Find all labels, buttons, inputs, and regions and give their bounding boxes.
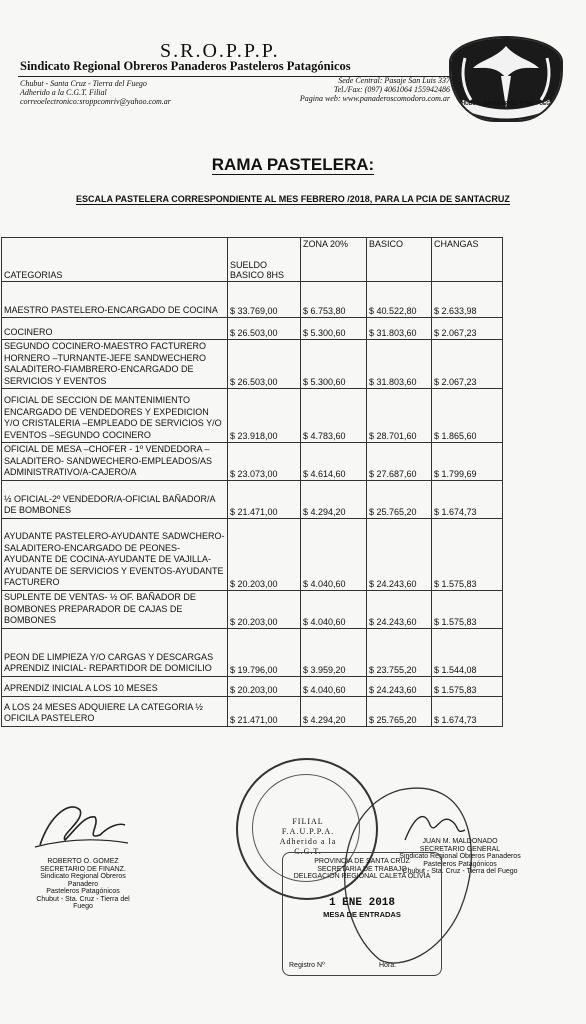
receipt-stamp-line2: SECRETARIA DE TRABAJO (317, 865, 407, 873)
header-left-line3: correoelectronico:sroppcomriv@yahoo.com.ar (20, 97, 171, 106)
header-right-line1: Sede Central: Pasaje San Luis 337 (338, 76, 450, 85)
zona-cell: $ 3.959,20 (301, 628, 367, 676)
basico-cell: $ 25.765,20 (367, 480, 432, 518)
union-logo (449, 36, 563, 122)
table-row (2, 318, 503, 340)
sueldo-cell: $ 26.503,00 (228, 318, 301, 340)
header-left-info (20, 79, 171, 106)
section-title-text: RAMA PASTELERA: (211, 155, 375, 174)
table-row (2, 389, 503, 443)
union-acronym: S.R.O.P.P.P. (160, 40, 280, 62)
basico-cell: $ 31.803,60 (367, 340, 432, 389)
logo-text: CHUBUT - SANTA CRUZ - T. DEL FUEGO (457, 101, 555, 107)
category-cell: OFICIAL DE SECCION DE MANTENIMIENTO ENCARGADO DE VENDEDORES Y EXPEDICION Y/O CRISTALERIA –EMPLEADO DE SERVICIOS Y/O EVENTOS –SEGUNDO COCINERO (2, 389, 228, 443)
table-row (2, 696, 503, 726)
category-cell: APRENDIZ INICIAL A LOS 10 MESES (2, 676, 228, 696)
changas-cell: $ 1.799,69 (432, 443, 503, 481)
category-cell: SUPLENTE DE VENTAS- ½ OF. BAÑADOR DE BOMBONES PREPARADOR DE CAJAS DE BOMBONES (2, 590, 228, 628)
round-stamp-line4: C.G.T. (294, 847, 322, 856)
signature-left-region: Chubut - Sta. Cruz - Tierra del Fuego (36, 895, 130, 910)
basico-cell: $ 23.755,20 (367, 628, 432, 676)
round-stamp-line2: F.A.U.P.P.A. (281, 827, 335, 836)
table-row (2, 676, 503, 696)
table-row (2, 340, 503, 389)
header-basico: BASICO (367, 238, 432, 282)
signature-left-block (28, 858, 138, 911)
changas-cell: $ 1.674,73 (432, 480, 503, 518)
basico-cell: $ 27.687,60 (367, 443, 432, 481)
signature-left-name: ROBERTO O. GOMEZ (47, 858, 119, 865)
category-cell: SEGUNDO COCINERO-MAESTRO FACTURERO HORNERO –TURNANTE-JEFE SANDWECHERO SALADITERO-FIAMBRERO-ENCARGADO DE SERVICIOS Y EVENTOS (2, 340, 228, 389)
scale-title (0, 194, 586, 204)
zona-cell: $ 4.040,60 (301, 676, 367, 696)
zona-cell: $ 4.040,60 (301, 518, 367, 590)
table-header-row (2, 238, 503, 282)
zona-cell: $ 4.294,20 (301, 480, 367, 518)
signature-left-icon (30, 795, 130, 855)
basico-cell: $ 25.765,20 (367, 696, 432, 726)
category-cell: OFICIAL DE MESA –CHOFER - 1º VENDEDORA – SALADITERO- SANDWECHERO-EMPLEADOS/AS ADMINISTRATIVO/A-CAJERO/A (2, 443, 228, 481)
header-changas: CHANGAS (432, 238, 503, 282)
receipt-stamp-registro: Registro Nº (289, 962, 325, 969)
sueldo-cell: $ 26.503,00 (228, 340, 301, 389)
basico-cell: $ 40.522,80 (367, 282, 432, 318)
zona-cell: $ 4.783,60 (301, 389, 367, 443)
category-cell: PEON DE LIMPIEZA Y/O CARGAS Y DESCARGAS APRENDIZ INICIAL- REPARTIDOR DE DOMICILIO (2, 628, 228, 676)
sueldo-cell: $ 20.203,00 (228, 518, 301, 590)
sueldo-cell: $ 23.073,00 (228, 443, 301, 481)
sueldo-cell: $ 21.471,00 (228, 696, 301, 726)
basico-cell: $ 24.243,60 (367, 518, 432, 590)
basico-cell: $ 31.803,60 (367, 318, 432, 340)
table-row (2, 628, 503, 676)
zona-cell: $ 5.300,60 (301, 318, 367, 340)
header-sueldo: SUELDO BASICO 8HS (228, 238, 301, 282)
logo-emblem-icon (451, 38, 561, 120)
header-left-line1: Chubut - Santa Cruz - Tierra del Fuego (20, 79, 147, 88)
category-cell: ½ OFICIAL-2º VENDEDOR/A-OFICIAL BAÑADOR/A DE BOMBONES (2, 480, 228, 518)
zona-cell: $ 6.753,80 (301, 282, 367, 318)
table-body (2, 282, 503, 727)
basico-cell: $ 28.701,60 (367, 389, 432, 443)
round-stamp-line3: Adherido a la (279, 837, 337, 846)
signature-left-title: SECRETARIO DE FINANZ. (40, 865, 126, 873)
receipt-stamp-line3: DELEGACIÓN REGIONAL CALETA OLIVIA (293, 873, 431, 880)
changas-cell: $ 1.575,83 (432, 518, 503, 590)
category-cell: AYUDANTE PASTELERO-AYUDANTE SADWCHERO-SALADITERO-ENCARGADO DE PEONES-AYUDANTE DE COCINA-AYUDANTE DE VAJILLA-AYUDANTE DE SERVICIOS Y EVENTOS-AYUDANTE FACTURERO (2, 518, 228, 590)
changas-cell: $ 2.067,23 (432, 340, 503, 389)
sueldo-cell: $ 19.796,00 (228, 628, 301, 676)
sueldo-cell: $ 23.918,00 (228, 389, 301, 443)
changas-cell: $ 1.575,83 (432, 676, 503, 696)
header-right-line2: Tel./Fax: (097) 4061064 155942486 (333, 85, 450, 94)
zona-cell: $ 5.300,60 (301, 340, 367, 389)
header-categorias: CATEGORIAS (2, 238, 228, 282)
section-title (0, 155, 586, 175)
signature-left-org2: Pasteleros Patagónicos (46, 888, 120, 895)
changas-cell: $ 1.544,08 (432, 628, 503, 676)
signature-left-org1: Sindicato Regional Obreros Panadero (40, 873, 126, 888)
sueldo-cell: $ 20.203,00 (228, 590, 301, 628)
category-cell: MAESTRO PASTELERO-ENCARGADO DE COCINA (2, 282, 228, 318)
zona-cell: $ 4.040,60 (301, 590, 367, 628)
header-right-info (245, 76, 450, 103)
basico-cell: $ 24.243,60 (367, 676, 432, 696)
scale-title-text: ESCALA PASTELERA CORRESPONDIENTE AL MES FEBRERO /2018, PARA LA PCIA DE SANTACRUZ (76, 194, 510, 204)
receipt-stamp-office: MESA DE ENTRADAS (323, 909, 401, 919)
union-name: Sindicato Regional Obreros Panaderos Pasteleros Patagónicos (20, 59, 351, 73)
signature-right-title: SECRETARIO GENERAL (419, 845, 501, 853)
changas-cell: $ 2.633,98 (432, 282, 503, 318)
receipt-stamp-hora: Hora: (379, 962, 397, 969)
header-left-line2: Adherido a la C.G.T. Filial (20, 88, 107, 97)
table-row (2, 590, 503, 628)
header-zona: ZONA 20% (301, 238, 367, 282)
zona-cell: $ 4.614,60 (301, 443, 367, 481)
signature-right-org2: Pasteleros Patagónicos (423, 860, 497, 868)
header-right-line3: Pagina web: www.panaderoscomodoro.com.ar (299, 94, 450, 103)
sueldo-cell: $ 21.471,00 (228, 480, 301, 518)
table-row (2, 518, 503, 590)
changas-cell: $ 1.575,83 (432, 590, 503, 628)
table-row (2, 480, 503, 518)
category-cell: A LOS 24 MESES ADQUIERE LA CATEGORIA ½ OFICILA PASTELERO (2, 696, 228, 726)
category-cell: COCINERO (2, 318, 228, 340)
salary-scale-table (1, 237, 503, 727)
round-stamp-line1: FILIAL (292, 817, 324, 826)
signature-right-name: JUAN M. MALDONADO (422, 838, 498, 845)
receipt-stamp-line1: PROVINCIA DE SANTA CRUZ (314, 858, 410, 865)
signature-right-region: Chubut - Sta. Cruz - Tierra del Fuego (402, 868, 518, 875)
changas-cell: $ 2.067,23 (432, 318, 503, 340)
changas-cell: $ 1.865,60 (432, 389, 503, 443)
receipt-stamp (282, 852, 442, 976)
sueldo-cell: $ 20.203,00 (228, 676, 301, 696)
sueldo-cell: $ 33.769,00 (228, 282, 301, 318)
changas-cell: $ 1.674,73 (432, 696, 503, 726)
zona-cell: $ 4.294,20 (301, 696, 367, 726)
table-row (2, 282, 503, 318)
signature-right-org1: Sindicato Regional Obreros Panaderos (399, 853, 521, 860)
receipt-stamp-date: 1 ENE 2018 (328, 896, 395, 909)
basico-cell: $ 24.243,60 (367, 590, 432, 628)
table-row (2, 443, 503, 481)
